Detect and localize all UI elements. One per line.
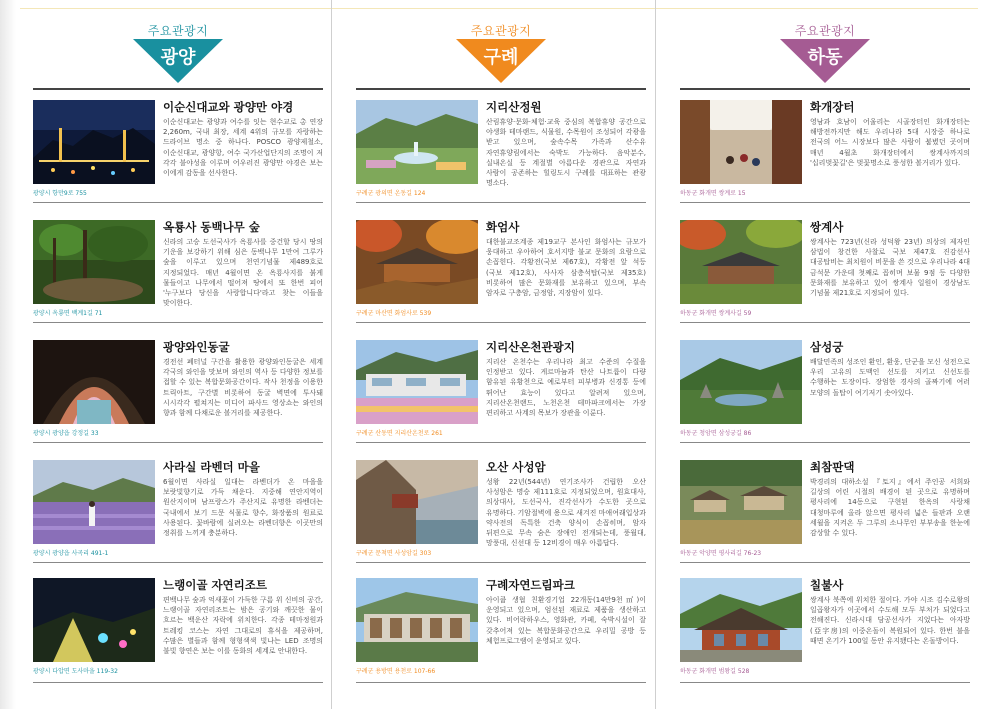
entry-divider [680, 322, 970, 323]
attraction-description: 성왕 22년(544년) 연기조사가 건립한 오산 사성암은 명승 제111호로 지정되었으며, 원효대사, 의상대사, 도선국사, 진각선사가 수도한 곳으로 유명하다. 기암절벽에 용으로 새겨진 마애여래입상과 약사전의 독특한 건축 양식이 손꼽히며, 암자 뒤편으로 무속 숨은 장애인 전개되는데, 풍월대, 망풍대, 신선대 등 12비경이 매우 아름답다. [486, 478, 646, 548]
region-banner [780, 39, 870, 83]
entry-divider [680, 682, 970, 683]
attraction-photo [680, 220, 802, 304]
entry-divider [33, 562, 323, 563]
attraction-address: 광양시 광양읍 강정길 33 [33, 430, 99, 437]
column-gurye [356, 0, 646, 709]
attraction-photo [680, 100, 802, 184]
attraction-description: 영남과 호남이 어울리는 시골장터인 화개장터는 해방전까지만 해도 우리나라 5대 시장중 하나로 전국의 어느 시장보다 많은 사람이 붐볐던 곳이며 매년 4월초 화개장터에서 쌍계사까지의 '십리벚꽃길'은 벚꽃명소로 풍성한 볼거리가 있다. [810, 118, 970, 167]
choi-house-photo [680, 460, 802, 544]
attraction-photo [356, 460, 478, 544]
entry-divider [680, 442, 970, 443]
attraction-photo [33, 100, 155, 184]
entry-divider [33, 682, 323, 683]
attraction-photo [680, 340, 802, 424]
entry-divider [356, 322, 646, 323]
attraction-entry [356, 220, 646, 338]
chilbulsa-photo [680, 578, 802, 662]
header-rule [356, 88, 646, 90]
attraction-title: 최참판댁 [810, 460, 855, 474]
attraction-title: 광양와인동굴 [163, 340, 230, 354]
resort-lights-photo [33, 578, 155, 662]
column-header [356, 0, 646, 92]
samseonggung-photo [680, 340, 802, 424]
attraction-description: 배달민족의 성조인 환인, 환웅, 단군을 모신 성전으로 우리 고유의 도맥인 선도를 지키고 신선도를 수행하는 도장이다. 장엄한 경사의 골짜기에 여러 모양의 돌탑이 여기저기 솟아있다. [810, 358, 970, 397]
attraction-address: 하동군 청암면 삼성궁길 86 [680, 430, 752, 437]
column-hadong [680, 0, 970, 709]
attraction-entry [680, 578, 970, 696]
entry-divider [33, 202, 323, 203]
lavender-field-photo [33, 460, 155, 544]
entry-divider [33, 442, 323, 443]
attraction-entry [33, 460, 323, 578]
attraction-title: 삼성궁 [810, 340, 844, 354]
attraction-address: 하동군 악양면 평사리길 76-23 [680, 550, 762, 557]
column-kicker: 주요관광지 [794, 24, 856, 38]
page-edge-shadow [0, 0, 16, 709]
attraction-entry [356, 578, 646, 696]
camellia-forest-photo [33, 220, 155, 304]
attraction-photo [356, 578, 478, 662]
attraction-description: 쌍계사 북쪽에 위치한 절이다. 가야 시조 김수로왕의 일곱왕자가 이곳에서 수도해 모두 부처가 되었다고 전해진다. 신라시대 담공선사가 지었다는 아자방(亞字房)의 이중온돌이 복원되어 있다. 한번 불을 때면 온기가 100일 동안 유지됐다는 온돌방이다. [810, 596, 970, 645]
header-rule [33, 88, 323, 90]
attraction-address: 광양시 항만9로 755 [33, 190, 87, 197]
attraction-address: 광양시 광양읍 사곡리 491-1 [33, 550, 109, 557]
attraction-description: 쌍계사는 723년(신라 성덕왕 23년) 의상의 제자인 삼법이 창건한 사찰로 국보 제47호 진감선사 대공탑비는 최치원이 비문을 쓴 것으로 우리나라 4대 금석문 가운데 첫째로 꼽히며 보물 9점 등 다양한 문화재를 보유하고 있어 쌍계사 일원이 경상남도 기념물 제21호로 지정되어 있다. [810, 238, 970, 298]
column-kicker: 주요관광지 [470, 24, 532, 38]
attraction-title: 느랭이골 자연리조트 [163, 578, 267, 592]
entry-divider [33, 322, 323, 323]
attraction-photo [356, 220, 478, 304]
column-gwangyang [33, 0, 323, 709]
hot-spring-town-photo [356, 340, 478, 424]
attraction-title: 화개장터 [810, 100, 855, 114]
attraction-photo [680, 578, 802, 662]
entry-divider [356, 562, 646, 563]
market-street-photo [680, 100, 802, 184]
temple-autumn-photo [356, 220, 478, 304]
attraction-photo [680, 460, 802, 544]
attraction-entry [33, 578, 323, 696]
attraction-title: 화엄사 [486, 220, 520, 234]
attraction-address: 광양시 옥룡면 백계1길 71 [33, 310, 103, 317]
attraction-description: 산림휴양·문화·체험·교육 중심의 복합휴양 공간으로 야생화 테마랜드, 식물원, 수목원이 조성되어 각광을 받고 있으며, 숲속수목 가족과 산수유 자연휴양림에서는 숙박도 가능하다. 음악분수, 실내온실 등 계절별 아름다운 경관으로 자연과 사람이 공존하는 힐링도시 구례를 대표하는 관광 명소다. [486, 118, 646, 188]
night-bridge-photo [33, 100, 155, 184]
entry-divider [356, 682, 646, 683]
attraction-description: 박경리의 대하소설 『토지』에서 주인공 서희와 길상의 어린 시절의 배경이 된 곳으로 유명하며 평사리에 14동으로 구현된 한옥의 사랑채 대청마루에 올라 앉으면 평사리 넓은 들판과 오랜 세월을 지켜온 두 그루의 소나무인 부부송을 한눈에 감상할 수 있다. [810, 478, 970, 538]
attraction-description: 지리산 온천수는 우리나라 최고 수준의 수질을 인정받고 있다. 게르마늄과 탄산 나트륨이 다량 함유된 유황천으로 예로부터 피부병과 신경통 등에 뛰어난 효능이 있다고 알려져 있으며, 지리산온천랜드, 노천온천 테마파크에서는 가장 편리하고 사계의 목보가 장관을 이룬다. [486, 358, 646, 418]
entry-divider [356, 202, 646, 203]
attraction-entry [356, 460, 646, 578]
attraction-entry [680, 100, 970, 218]
attraction-description: 6월이면 사라실 일대는 라벤더가 온 마을을 보랏빛향기로 가득 채운다. 지중해 연안지역이 원산지이며 남프랑스가 주산지로 유명한 라벤더는 국내에서 보기 드문 식물로 향수, 화장품의 원료로 사용된다. 꽃바람에 실려오는 라벤더향은 이곳만의 정취를 느끼게 충분하다. [163, 478, 323, 538]
attraction-title: 구례자연드림파크 [486, 578, 575, 592]
attraction-description: 아이쿱 생협 친환경기업 22개동(14만9천㎡)이 운영되고 있으며, 엄선된 재료로 제품을 생산하고 있다. 비어락하우스, 영화관, 카페, 숙박시설이 잘 갖추어져 있는 복합문화공간으로 우리밀 공방 등 체험프로그램이 운영되고 있다. [486, 596, 646, 645]
attraction-title: 쌍계사 [810, 220, 844, 234]
attraction-entry [680, 340, 970, 458]
region-name: 광양 [160, 47, 196, 68]
attraction-title: 지리산정원 [486, 100, 542, 114]
attraction-title: 오산 사성암 [486, 460, 546, 474]
attraction-address: 광양시 다압면 도사마을 119-32 [33, 668, 118, 675]
attraction-photo [356, 100, 478, 184]
attraction-description: 경전선 폐터널 구간을 활용한 광양와인동굴은 세계 각국의 와인을 맛보며 와인의 역사 등 다양한 정보를 접할 수 있는 복합문화공간이다. 작사 천정을 이용한 트릭아트, 구간별 비롯하여 동굴 벽면에 투사돼 시시각각 펼쳐지는 미디어 파사드 영상쇼는 와인의 향과 함께 다채로운 볼거리를 제공한다. [163, 358, 323, 418]
entry-divider [680, 202, 970, 203]
column-header [33, 0, 323, 92]
attraction-entry [33, 100, 323, 218]
attraction-address: 구례군 마산면 화엄사로 539 [356, 310, 432, 317]
cliff-temple-photo [356, 460, 478, 544]
attraction-address: 하동군 화개면 쌍계사길 59 [680, 310, 752, 317]
attraction-title: 사라실 라벤더 마을 [163, 460, 260, 474]
region-name: 구례 [483, 47, 519, 68]
wine-cave-photo [33, 340, 155, 424]
dream-park-photo [356, 578, 478, 662]
attraction-address: 하동군 화개면 쌍계로 15 [680, 190, 746, 197]
attraction-photo [356, 340, 478, 424]
attraction-entry [680, 220, 970, 338]
attraction-title: 칠불사 [810, 578, 844, 592]
region-banner [456, 39, 546, 83]
column-divider-2 [655, 0, 656, 709]
ssanggyesa-temple-photo [680, 220, 802, 304]
region-name: 하동 [807, 47, 843, 68]
attraction-address: 구례군 산동면 지리산온천로 261 [356, 430, 443, 437]
attraction-entry [680, 460, 970, 578]
attraction-photo [33, 220, 155, 304]
attraction-description: 이순신대교는 광양과 여수를 잇는 현수교로 총 연장 2,260m, 국내 최장, 세계 4위의 규모를 자랑하는 드라이브 명소 중 하나다. POSCO 광양제철소, 이순신대교, 광양항, 여수 국가산업단지의 조명이 저 각각 불야성을 이루며 어우러진 광양만 야경은 보는 이에게 감동을 선사한다. [163, 118, 323, 178]
entry-divider [356, 442, 646, 443]
column-divider-1 [331, 0, 332, 709]
attraction-entry [33, 220, 323, 338]
attraction-entry [356, 100, 646, 218]
attraction-address: 구례군 문척면 사성암길 303 [356, 550, 432, 557]
attraction-description: 편백나무 숲과 억새꽃이 가득한 구름 위 신비의 공간, 느랭이골 자연리조트는 밤은 공기와 깨끗한 물이 흐르는 백운산 자락에 위치한다. 각종 테마정원과 트레킹 코스는 자연 그대로의 휴식을 제공하며, 수많은 별들과 함께 형형색색 빛나는 LED 조명의 불빛 향연은 보는 이를 동화의 세계로 안내한다. [163, 596, 323, 656]
attraction-description: 대한불교조계종 제19교구 본사인 화엄사는 규모가 웅대하고 우아하여 호서지방 불교 문화의 요람으로 손꼽힌다. 각황전(국보 제67호), 각황전 앞 석등(국보 제12호), 사사자 삼층석탑(국보 제35호) 비롯하여 많은 문화재를 보유하고 있으며, 부속 암자로 구층암, 금정암, 지장암이 있다. [486, 238, 646, 298]
attraction-photo [33, 340, 155, 424]
attraction-entry [33, 340, 323, 458]
attraction-address: 구례군 용방면 용천로 107-66 [356, 668, 436, 675]
column-kicker: 주요관광지 [147, 24, 209, 38]
attraction-address: 하동군 화개면 범왕길 528 [680, 668, 750, 675]
attraction-title: 지리산온천관광지 [486, 340, 575, 354]
attraction-entry [356, 340, 646, 458]
attraction-description: 신라의 고승 도선국사가 옥룡사를 중건할 당시 땅의 기운을 보강하기 위해 심은 동백나무 1만여 그루가 숲을 이루고 있으며 천연기념물 제489호로 지정되었다. 매년 4월이면 온 옥룡사지를 붉게 물들이고 나무에서 떨어져 땅에서 또 한번 피어 '누구보다 당신을 사랑합니다'라고 찾는 이들을 맞이한다. [163, 238, 323, 308]
attraction-title: 이순신대교와 광양만 야경 [163, 100, 294, 114]
region-banner [133, 39, 223, 83]
garden-photo [356, 100, 478, 184]
attraction-address: 구례군 광의면 온동길 124 [356, 190, 426, 197]
entry-divider [680, 562, 970, 563]
header-rule [680, 88, 970, 90]
attraction-photo [33, 460, 155, 544]
column-header [680, 0, 970, 92]
attraction-title: 옥룡사 동백나무 숲 [163, 220, 260, 234]
attraction-photo [33, 578, 155, 662]
